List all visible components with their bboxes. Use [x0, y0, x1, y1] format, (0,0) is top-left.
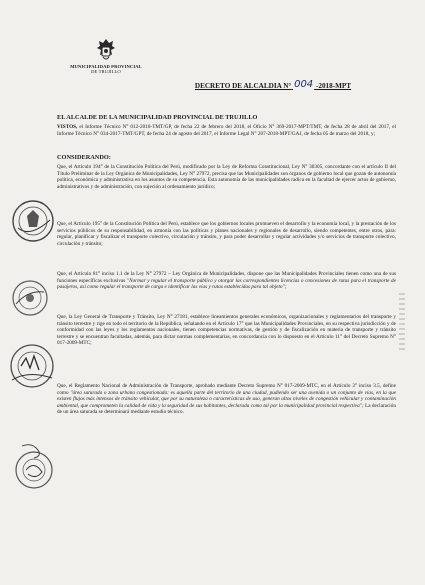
seal-signature-icon — [12, 440, 56, 500]
vistos-label: VISTOS, — [57, 124, 78, 130]
considerando-paragraph-5 — [57, 383, 396, 468]
considerando-heading: CONSIDERANDO: — [57, 154, 111, 161]
decree-body — [57, 114, 396, 473]
signature-stamp-icon — [6, 340, 58, 392]
considerando-paragraph-1: Que, el Artículo 194° de la Constitución Política del Perú, modificado por la Ley de Reforma Constitucional, Ley N° 30305, concordante con el artículo II del Título Preliminar de la Ley Orgánica de Municipalidades, Ley N° 27972, precisa que las Municipalidades son órganos de gobierno local que gozan de autonomía política, económica y administrativa en los asuntos de su competencia. Esta autonomía de las municipalidades radica en la facultad de ejercer actos de gobierno, administrativos y de administración, con sujeción al ordenamiento jurídico; — [57, 164, 396, 190]
decree-number: 004 — [294, 79, 314, 90]
mayor-heading: EL ALCALDE DE LA MUNICIPALIDAD PROVINCIAL DE TRUJILLO — [57, 114, 258, 121]
vistos-text: el Informe Técnico N° 012-2018-TMT/GP, de fecha 22 de febrero del 2018, el Oficio N° 369-2017-MPT/TMT, de fecha 28 de abril del 2017, el Informe Técnico N° 034-2017-TMT/GPT, de fecha 24 de agosto del 2017, el Informe Legal N° 207-2018-MPT/GAJ, de fecha 05 de marzo del 2018, y; — [57, 124, 396, 137]
seal-stamp-icon — [10, 198, 56, 244]
organization-name — [66, 64, 146, 74]
decree-suffix: -2018-MPT — [315, 82, 352, 90]
paragraph-5-tail: La declaración de un área saturada se determinará mediante estudio técnico. — [57, 402, 396, 415]
municipal-crest-icon — [95, 38, 117, 62]
vistos-paragraph — [57, 124, 396, 150]
considerando-paragraph-4: Que, la Ley General de Transporte y Tránsito, Ley N° 27181, establece lineamientos generales económicos, organizacionales y reglamentarios del transporte y tránsito terrestre y rige en todo el territorio de la República, señalando en el Artículo 17° que las Municipalidades Provinciales, en su respectiva jurisdicción y de conformidad con las leyes y los reglamentos nacionales, tienen competencias normativas, de gestión y de fiscalización en materia de transporte y tránsito terrestre y se encuentran facultadas, además, para dictar normas complementarias, en concordancia con lo dispuesto en el Artículo 11° del Decreto Supremo N° 017-2009-MTC; — [57, 314, 396, 346]
paragraph-5-quote: "área saturada o zona urbana congestionada: es aquella parte del territorio de una ciudad, pudiendo ser una avenida o un conjunto de vías, en la que existen flujos más intensos de tránsito vehicular, que por su naturaleza o características de uso, generan altos niveles de congestión vehicular y contaminación ambiental, que comprometen la calidad de vida y la seguridad de sus habitantes, declarada como tal por la municipalidad provincial respectiva"; — [57, 389, 396, 409]
paragraph-3-text: Que, el Artículo 81° inciso 1.1 de la Ley N° 27972 – Ley Orgánica de Municipalidades, dispone que las Municipalidades Provinciales tienen como una de sus funciones específicas exclusivas — [57, 271, 396, 284]
considerando-paragraph-3 — [57, 271, 396, 309]
paragraph-3-quote: "Normar y regular el transporte público y otorgar las correspondientes licencias o concesiones de rutas para el transporte de pasajeros, así como regular el transporte de carga e identificar las vías y rutas establecidas para tal objeto"; — [57, 277, 396, 290]
round-stamp-icon — [10, 278, 50, 318]
decree-title — [148, 80, 398, 91]
organization-name-line2: DE TRUJILLO — [91, 69, 121, 75]
page-edge-shadow — [399, 290, 405, 350]
considerando-paragraph-2: Que, el Artículo 195° de la Constitución Política del Perú, establece que los gobiernos locales promueven el desarrollo y la economía local, y la prestación de los servicios públicos de su responsabilidad, en armonía con las políticas y planes nacionales y regionales de desarrollo, siendo competentes, entre otros, para: regular, planificar y fiscalizar el transporte colectivo, circulación y tránsito, y para poder desarrollar y regular actividades y/o servicios de transporte colectivo, circulación y tránsito; — [57, 221, 396, 247]
paragraph-5-text: Que, el Reglamento Nacional de Administración de Transporte, aprobado mediante Decreto Supremo N° 017-2009-MTC, en el Artículo 3° inciso 3.5, define como — [57, 383, 396, 396]
organization-name-line1: MUNICIPALIDAD PROVINCIAL — [70, 64, 142, 69]
decree-prefix: DECRETO DE ALCALDIA N° — [194, 82, 292, 90]
